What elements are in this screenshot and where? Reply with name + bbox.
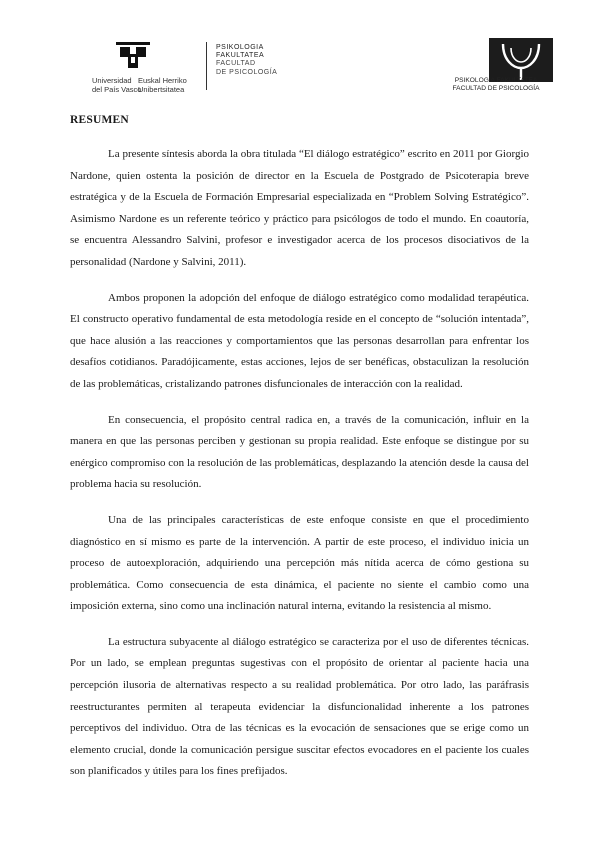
- faculty-line-2: FAKULTATEA: [216, 52, 265, 60]
- upv-name-es: [92, 76, 141, 94]
- paragraph: Una de las principales características de este enfoque consiste en que el procedimiento diagnóstico en sí mismo es parte de la intervención. A partir de este proceso, el individuo inicia un proceso de autoexploración, adquiriendo una percepción más nítida acerca de cómo gestiona su problemática. Como consecuencia de esta dinámica, el paciente no siente el cambio como una imposición externa, sino como una inclinación natural interna, evitando la resistencia al mismo.: [70, 513, 529, 613]
- paragraph: La estructura subyacente al diálogo estratégico se caracteriza por el uso de diferentes técnicas. Por un lado, se emplean preguntas sugestivas con el propósito de orientar al paciente hacia una percepción ilusoria de alternativas respecto a su realidad problemática. Por otro lado, las paráfrasis reestructurantes permiten al terapeuta evidenciar la disfuncionalidad inherente a los patrones perceptivos del individuo. Otra de las técnicas es la evocación de sensaciones que se erige como un elemento crucial, donde la comunicación persigue suscitar efectos evocadores en el paciente los cuales son planificados y útiles para los fines prefijados.: [70, 635, 529, 778]
- upv-emblem-icon: [116, 40, 150, 70]
- upv-name-es-line2: del País Vasco: [92, 85, 142, 94]
- paragraph: La presente síntesis aborda la obra titulada “El diálogo estratégico” escrito en 2011 por Giorgio Nardone, quien ostenta la posición de director en la Escuela de Postgrado de Psicoterapia breve estratégica y de la Escuela de Formación Empresarial especializada en “Problem Solving Estratégico”. Asimismo Nardone es un referente teórico y práctico para psicólogos de todo el mundo. En coautoría, se encuentra Alessandro Salvini, profesor e investigador acerca de los procesos disociativos de la personalidad (Nardone y Salvini, 2011).: [70, 148, 529, 268]
- faculty-line-4: DE PSICOLOGÍA: [216, 68, 278, 76]
- emblem-caption-line2: FACULTAD DE PSICOLOGÍA: [452, 84, 540, 92]
- faculty-line-3: FACULTAD: [216, 60, 256, 68]
- faculty-emblem-icon: [489, 38, 553, 82]
- upv-logo: [92, 40, 212, 96]
- paragraph: En consecuencia, el propósito central radica en, a través de la comunicación, influir en la manera en que las personas perciben y gestionan su propia realidad. Este enfoque se distingue por su enérgico compromiso con la resolución de las problemáticas, desplazando la atención desde la causa del problema hacia su resolución.: [70, 413, 529, 491]
- upv-name-eu-line1: Euskal Herriko: [138, 76, 187, 85]
- faculty-line-1: PSIKOLOGIA: [216, 44, 264, 51]
- paragraph: Ambos proponen la adopción del enfoque de diálogo estratégico como modalidad terapéutica. El constructo operativo fundamental de esta metodología reside en el concepto de “solución intentada”, que hace alusión a las reacciones y comportamientos que las personas desarrollan para enfrentar los desafíos cotidianos. Paradójicamente, estas acciones, lejos de ser benéficas, obstaculizan la resolución de las problemáticas, cristalizando patrones disfuncionales de interacción con la realidad.: [70, 291, 529, 390]
- letterhead: [0, 0, 600, 110]
- header-divider: [206, 42, 207, 90]
- emblem-caption-line1: PSIKOLOGIA FAKULTATEA: [454, 77, 538, 84]
- faculty-emblem-caption: [426, 77, 566, 92]
- upv-name-eu: [138, 76, 187, 94]
- section-heading: RESUMEN: [70, 114, 129, 126]
- faculty-name: [216, 44, 277, 77]
- upv-name-eu-line2: Unibertsitatea: [138, 85, 185, 94]
- document-body: [70, 112, 529, 783]
- upv-name-es-line1: Universidad: [92, 76, 132, 85]
